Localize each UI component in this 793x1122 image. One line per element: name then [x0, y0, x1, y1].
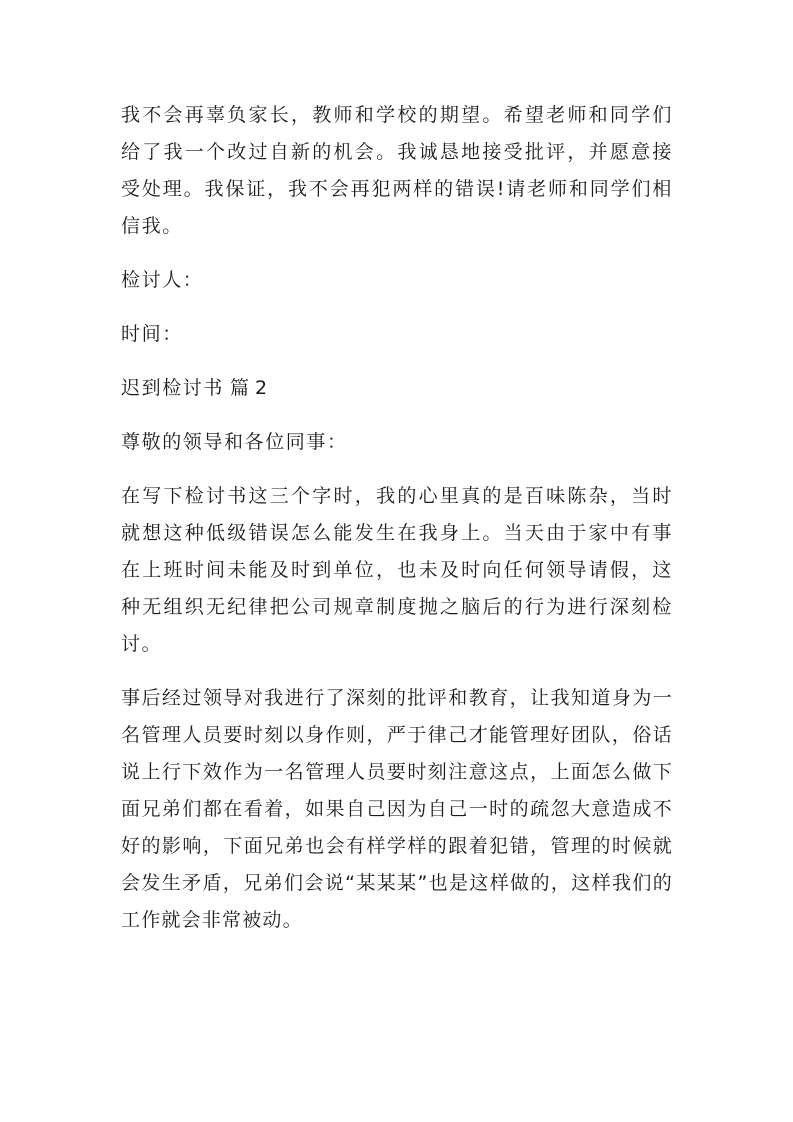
closing-paragraph: 我不会再辜负家长，教师和学校的期望。希望老师和同学们给了我一个改过自新的机会。我诚恳地接受批评，并愿意接受处理。我保证，我不会再犯两样的错误!请老师和同学们相信我。	[121, 104, 673, 237]
section-title-text: 迟到检讨书	[121, 377, 225, 399]
salutation: 尊敬的领导和各位同事：	[121, 431, 348, 453]
body-paragraph-1: 在写下检讨书这三个字时，我的心里真的是百味陈杂，当时就想这种低级错误怎么能发生在我身上。当天由于家中有事在上班时间未能及时到单位，也未及时向任何领导请假，这种无组织无纪律把公司规章制度抛之脑后的行为进行深刻检讨。	[121, 485, 673, 655]
body-paragraph-2: 事后经过领导对我进行了深刻的批评和教育，让我知道身为一名管理人员要时刻以身作则，严于律己才能管理好团队，俗话说上行下效作为一名管理人员要时刻注意这点，上面怎么做下面兄弟们都在看着，如果自己因为自己一时的疏忽大意造成不好的影响，下面兄弟也会有样学样的跟着犯错，管理的时候就会发生矛盾，兄弟们会说“某某某”也是这样做的，这样我们的工作就会非常被动。	[121, 687, 673, 931]
section-title	[121, 370, 673, 407]
time-label: 时间：	[121, 323, 183, 345]
section-title-number: 篇 2	[230, 377, 268, 399]
reviewer-label: 检讨人：	[121, 269, 204, 291]
document-body	[121, 97, 673, 956]
